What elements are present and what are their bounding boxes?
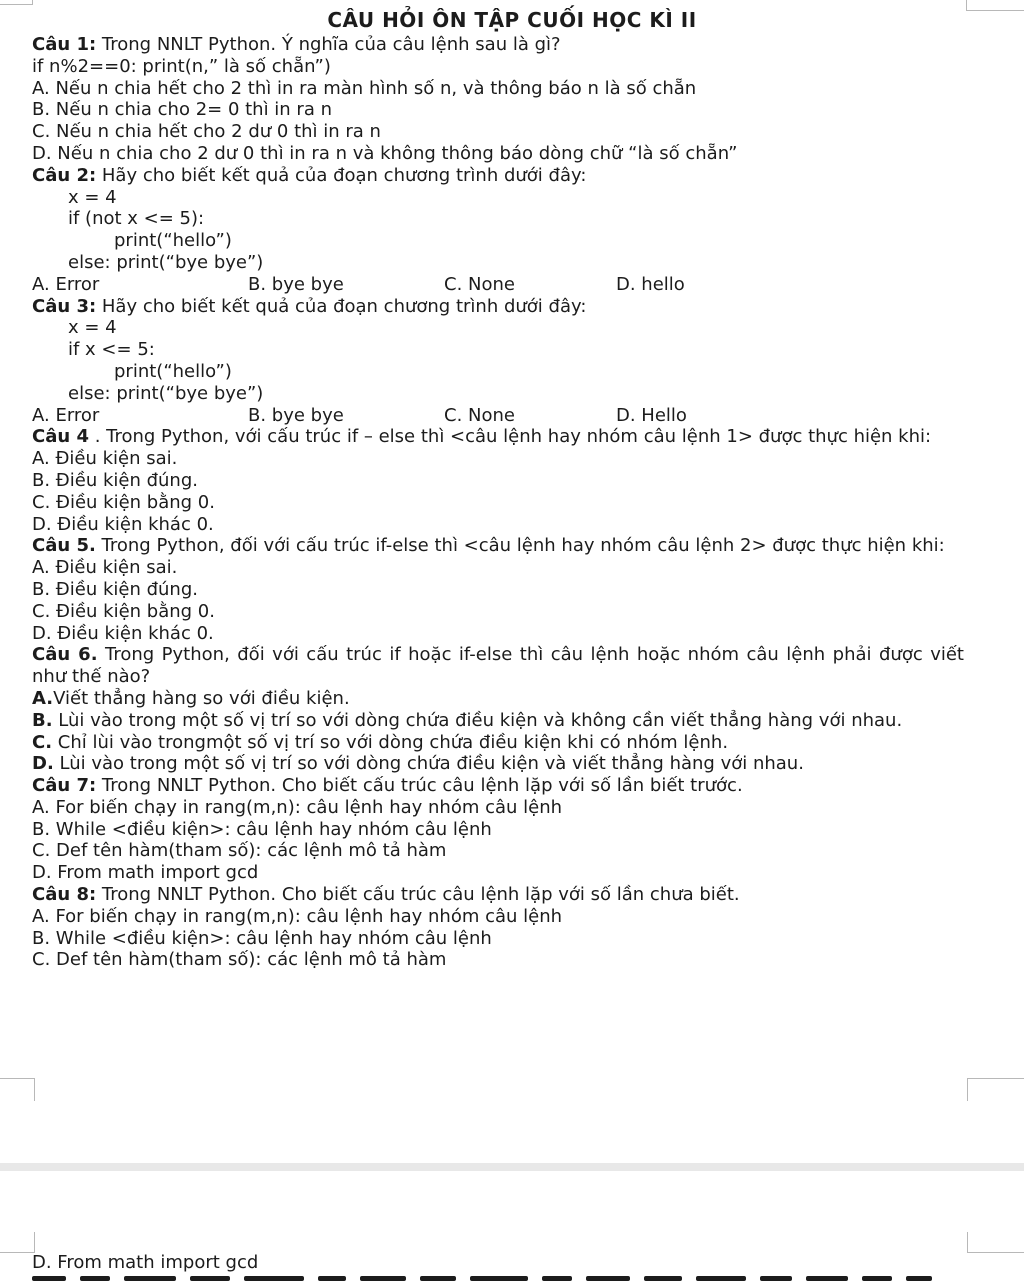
option-c: C. Điều kiện bằng 0.: [32, 491, 215, 513]
option-b: B. Điều kiện đúng.: [32, 578, 198, 600]
question-3-stem: [32, 296, 964, 318]
question-5-stem: [32, 535, 964, 557]
question-label: Câu 6.: [32, 644, 98, 666]
option-text: Lùi vào trong một số vị trí so với dòng chứa điều kiện và không cần viết thẳng hàng với nhau.: [52, 709, 903, 731]
option-c: [32, 732, 964, 754]
question-1-stem: [32, 34, 964, 56]
option-c: C. Nếu n chia hết cho 2 dư 0 thì in ra n: [32, 121, 381, 143]
code-line: if x <= 5:: [68, 339, 155, 361]
code-line: else: print(“bye bye”): [68, 251, 264, 273]
options-row: [32, 405, 964, 427]
page-title: CÂU HỎI ÔN TẬP CUỐI HỌC KÌ II: [327, 8, 697, 32]
option-b: B. bye bye: [248, 273, 344, 295]
question-text: Trong Python, đối với cấu trúc if hoặc if-else thì câu lệnh hoặc nhóm câu lệnh phải được viết như thế nào?: [32, 644, 964, 688]
option-letter: B.: [32, 709, 53, 731]
question-8-stem: [32, 884, 964, 906]
option-d: D. Nếu n chia cho 2 dư 0 thì in ra n và không thông báo dòng chữ “là số chẵn”: [32, 142, 738, 164]
question-label: Câu 1:: [32, 34, 97, 55]
question-6-stem: [32, 644, 964, 688]
crop-mark-bottom-right: [967, 1078, 1024, 1101]
question-4-stem: [32, 426, 964, 448]
option-a: A. For biến chạy in rang(m,n): câu lệnh hay nhóm câu lệnh: [32, 905, 563, 927]
option-d: D. From math import gcd: [32, 862, 259, 884]
option-letter: C.: [32, 731, 53, 753]
option-d: [32, 753, 964, 775]
option-letter: A.: [32, 687, 54, 709]
option-d: D. Điều kiện khác 0.: [32, 513, 214, 535]
option-a: A. Nếu n chia hết cho 2 thì in ra màn hình số n, và thông báo n là số chẵn: [32, 77, 697, 99]
option-c: C. Def tên hàm(tham số): các lệnh mô tả hàm: [32, 840, 447, 862]
question-text: . Trong Python, với cấu trúc if – else thì <câu lệnh hay nhóm câu lệnh 1> được thực hiện khi:: [88, 426, 932, 448]
option-a: A. For biến chạy in rang(m,n): câu lệnh hay nhóm câu lệnh: [32, 796, 563, 818]
option-b: B. Điều kiện đúng.: [32, 469, 198, 491]
question-label: Câu 7:: [32, 775, 97, 797]
question-text: Trong Python, đối với cấu trúc if-else thì <câu lệnh hay nhóm câu lệnh 2> được thực hiện khi:: [95, 535, 945, 557]
question-label: Câu 5.: [32, 535, 96, 557]
question-2-stem: [32, 165, 964, 187]
code-line: print(“hello”): [114, 230, 232, 252]
crop-mark-page2-left: [0, 1232, 35, 1253]
question-label: Câu 8:: [32, 884, 97, 906]
question-label: Câu 3:: [32, 295, 97, 317]
option-b: B. bye bye: [248, 404, 344, 426]
question-text: Hãy cho biết kết quả của đoạn chương trình dưới đây:: [96, 164, 587, 186]
option-b: [32, 710, 964, 732]
option-text: Viết thẳng hàng so với điều kiện.: [53, 687, 350, 709]
option-b: B. Nếu n chia cho 2= 0 thì in ra n: [32, 99, 332, 121]
option-c: C. None: [444, 404, 515, 426]
option-a: A. Điều kiện sai.: [32, 448, 178, 470]
question-list: [32, 34, 964, 971]
crop-mark-top-left: [0, 0, 33, 5]
crop-mark-page2-right: [967, 1232, 1024, 1253]
option-b: B. While <điều kiện>: câu lệnh hay nhóm câu lệnh: [32, 818, 492, 840]
cropped-text-line: [32, 1276, 982, 1282]
option-d: D. Điều kiện khác 0.: [32, 622, 214, 644]
question-text: Hãy cho biết kết quả của đoạn chương trình dưới đây:: [96, 295, 587, 317]
crop-mark-bottom-left: [0, 1078, 35, 1101]
question-7-stem: [32, 775, 964, 797]
code-line: if (not x <= 5):: [68, 208, 205, 230]
option-d: D. Hello: [616, 404, 687, 426]
option-a: A. Error: [32, 273, 100, 295]
option-c: C. None: [444, 273, 515, 295]
question-text: Trong NNLT Python. Ý nghĩa của câu lệnh sau là gì?: [96, 34, 561, 55]
code-line: else: print(“bye bye”): [68, 382, 264, 404]
option-text: Chỉ lùi vào trongmột số vị trí so với dòng chứa điều kiện khi có nhóm lệnh.: [52, 731, 729, 753]
option-a: A. Error: [32, 404, 100, 426]
code-line: x = 4: [68, 317, 117, 339]
question-text: Trong NNLT Python. Cho biết cấu trúc câu lệnh lặp với số lần biết trước.: [96, 775, 743, 797]
option-c: C. Def tên hàm(tham số): các lệnh mô tả hàm: [32, 949, 447, 971]
option-text: Lùi vào trong một số vị trí so với dòng chứa điều kiện và viết thẳng hàng với nhau.: [53, 753, 804, 775]
page-2-option-d: D. From math import gcd: [32, 1252, 259, 1273]
option-letter: D.: [32, 753, 54, 775]
option-d: D. hello: [616, 273, 685, 295]
option-b: B. While <điều kiện>: câu lệnh hay nhóm câu lệnh: [32, 927, 492, 949]
options-row: [32, 274, 964, 296]
question-text: Trong NNLT Python. Cho biết cấu trúc câu lệnh lặp với số lần chưa biết.: [96, 884, 740, 906]
option-c: C. Điều kiện bằng 0.: [32, 600, 215, 622]
page-separator: [0, 1163, 1024, 1171]
question-label: Câu 2:: [32, 164, 97, 186]
code-line: x = 4: [68, 186, 117, 208]
option-a: A. Điều kiện sai.: [32, 557, 178, 579]
question-label: Câu 4: [32, 426, 89, 448]
option-a: [32, 688, 964, 710]
code-line: print(“hello”): [114, 360, 232, 382]
code-line: if n%2==0: print(n,” là số chẵn”): [32, 55, 331, 77]
